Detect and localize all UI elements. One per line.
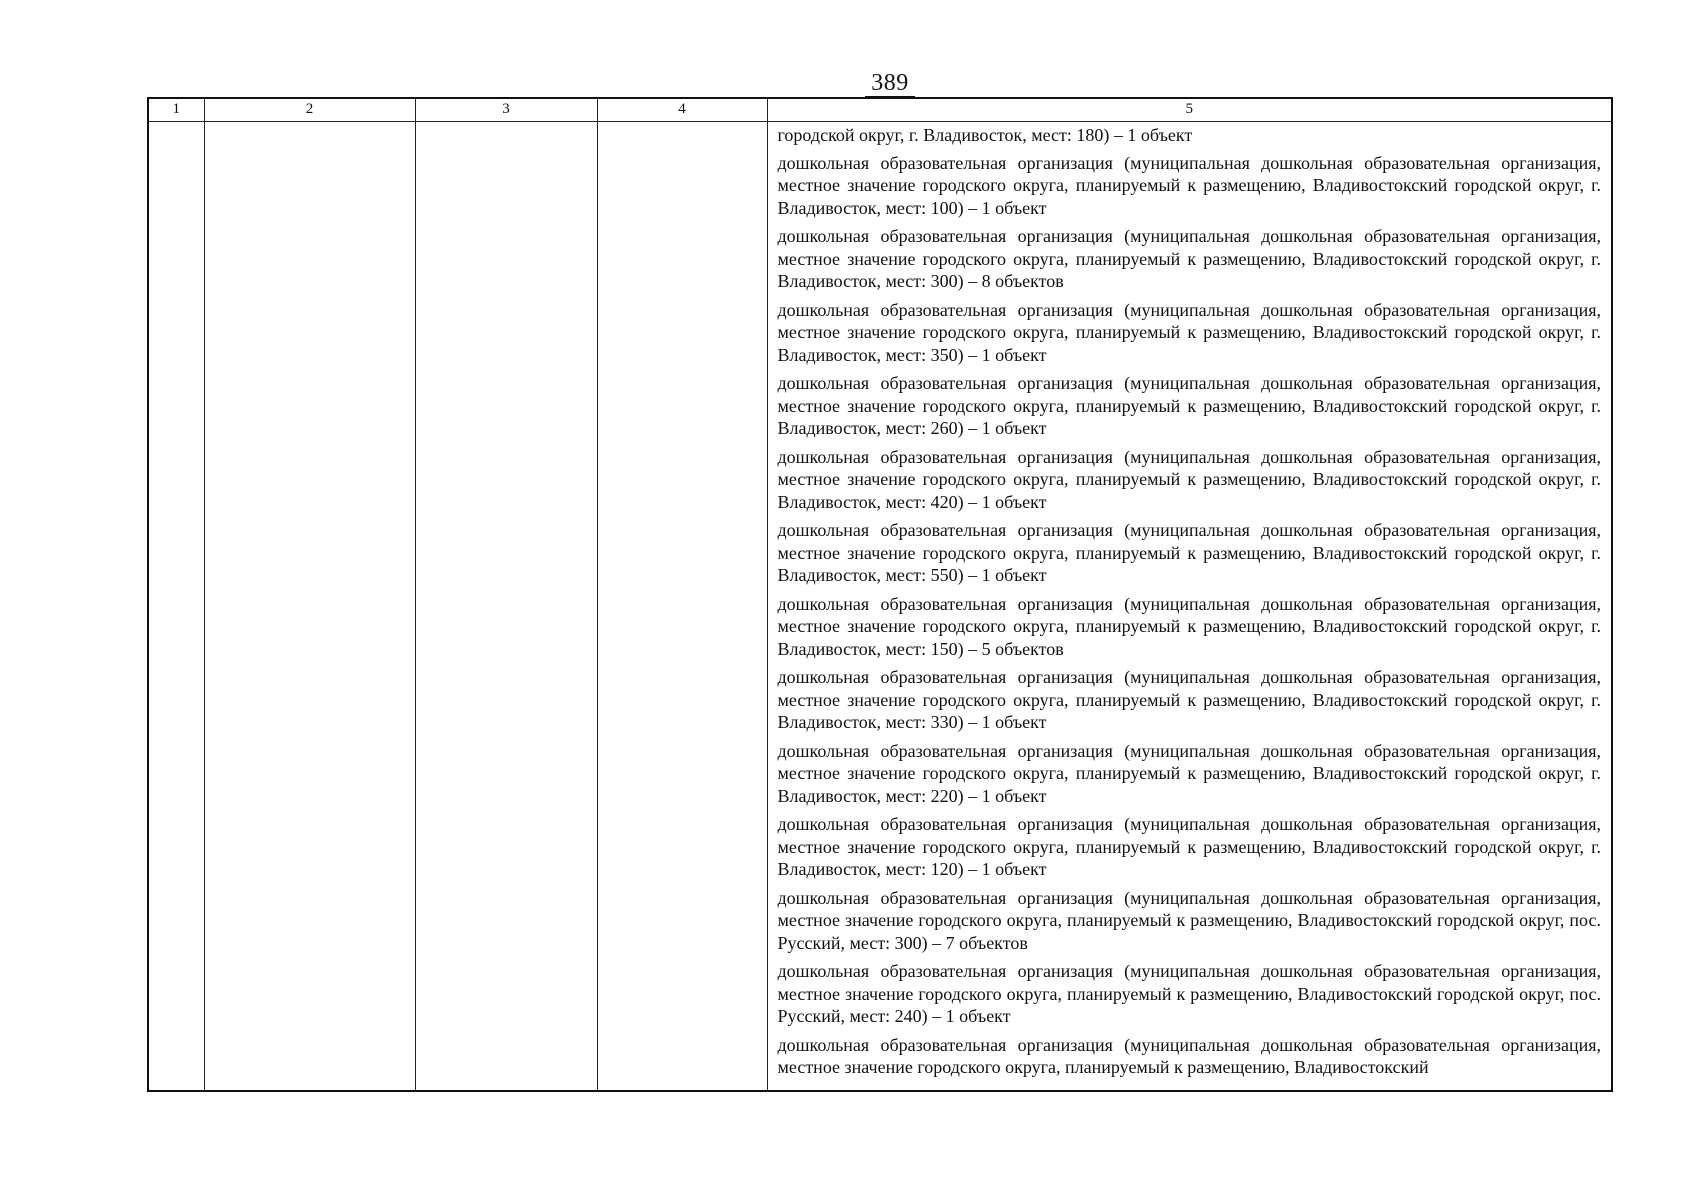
list-item: дошкольная образовательная организация (муниципальная дошкольная образовательная организация, местное значение городского округа, планируемый к размещению, Владивостокский городской округ, г. Владивосток, мест: 330) – 1 объект <box>777 667 1601 732</box>
list-item: дошкольная образовательная организация (муниципальная дошкольная образовательная организация, местное значение городского округа, планируемый к размещению, Владивостокский городской округ, пос. Русский, мест: 300) – 7 объектов <box>777 887 1601 953</box>
header-row <box>148 98 1612 122</box>
list-item: дошкольная образовательная организация (муниципальная дошкольная образовательная организация, местное значение городского округа, планируемый к размещению, Владивостокский <box>777 1034 1601 1077</box>
header-col-1: 1 <box>148 98 204 122</box>
header-col-4: 4 <box>597 98 767 122</box>
header-col-5: 5 <box>767 98 1612 122</box>
header-col-2: 2 <box>204 98 415 122</box>
list-item: дошкольная образовательная организация (муниципальная дошкольная образовательная организация, местное значение городского округа, планируемый к размещению, Владивостокский городской округ, г. Владивосток, мест: 120) – 1 объект <box>777 814 1601 879</box>
list-item: дошкольная образовательная организация (муниципальная дошкольная образовательная организация, местное значение городского округа, планируемый к размещению, Владивостокский городской округ, г. Владивосток, мест: 260) – 1 объект <box>777 373 1601 438</box>
col5-entries <box>768 122 1612 1090</box>
page-number-text: 389 <box>865 70 915 97</box>
list-item: дошкольная образовательная организация (муниципальная дошкольная образовательная организация, местное значение городского округа, планируемый к размещению, Владивостокский городской округ, г. Владивосток, мест: 550) – 1 объект <box>777 520 1601 585</box>
list-item: дошкольная образовательная организация (муниципальная дошкольная образовательная организация, местное значение городского округа, планируемый к размещению, Владивостокский городской округ, г. Владивосток, мест: 300) – 8 объектов <box>777 226 1601 291</box>
list-item: дошкольная образовательная организация (муниципальная дошкольная образовательная организация, местное значение городского округа, планируемый к размещению, Владивостокский городской округ, г. Владивосток, мест: 100) – 1 объект <box>777 152 1601 218</box>
list-item: дошкольная образовательная организация (муниципальная дошкольная образовательная организация, местное значение городского округа, планируемый к размещению, Владивостокский городской округ, г. Владивосток, мест: 220) – 1 объект <box>777 740 1601 806</box>
list-item: дошкольная образовательная организация (муниципальная дошкольная образовательная организация, местное значение городского округа, планируемый к размещению, Владивостокский городской округ, г. Владивосток, мест: 150) – 5 объектов <box>777 593 1601 659</box>
cell-col-4 <box>597 122 767 1092</box>
header-col-3: 3 <box>415 98 597 122</box>
list-item: дошкольная образовательная организация (муниципальная дошкольная образовательная организация, местное значение городского округа, планируемый к размещению, Владивостокский городской округ, пос. Русский, мест: 240) – 1 объект <box>777 961 1601 1026</box>
cell-col-1 <box>148 122 204 1092</box>
list-item: дошкольная образовательная организация (муниципальная дошкольная образовательная организация, местное значение городского округа, планируемый к размещению, Владивостокский городской округ, г. Владивосток, мест: 420) – 1 объект <box>777 446 1601 512</box>
list-item: дошкольная образовательная организация (муниципальная дошкольная образовательная организация, местное значение городского округа, планируемый к размещению, Владивостокский городской округ, г. Владивосток, мест: 350) – 1 объект <box>777 299 1601 365</box>
cell-col-3 <box>415 122 597 1092</box>
cell-col-5 <box>767 122 1612 1092</box>
cell-col-2 <box>204 122 415 1092</box>
document-table <box>147 97 1613 1092</box>
page-number <box>0 70 1700 97</box>
table-row <box>148 122 1612 1092</box>
list-item: городской округ, г. Владивосток, мест: 180) – 1 объект <box>777 125 1193 145</box>
